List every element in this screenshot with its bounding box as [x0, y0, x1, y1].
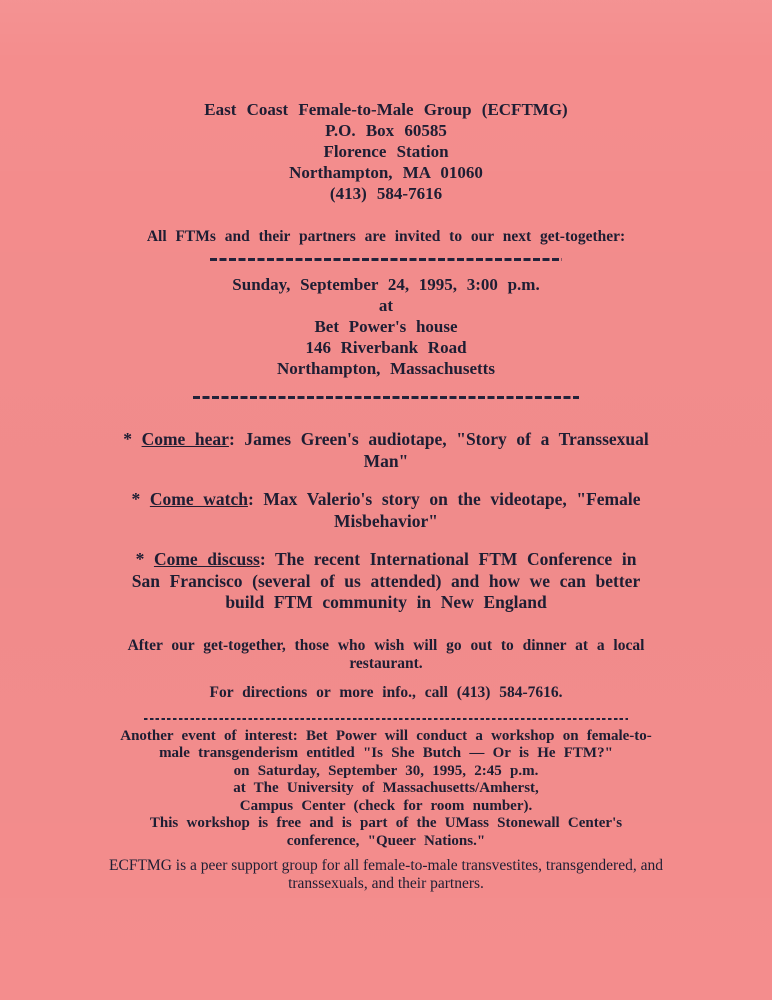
meeting-datetime: Sunday, September 24, 1995, 3:00 p.m. [232, 275, 540, 294]
footer-description [76, 857, 696, 893]
dotted-divider-bottom [144, 718, 628, 720]
meeting-details [0, 274, 772, 379]
bullet-asterisk: * [131, 489, 150, 509]
invitation-line: All FTMs and their partners are invited to our next get-together: [146, 228, 626, 245]
agenda-item-line: Man" [363, 450, 409, 471]
workshop-room-note: Campus Center (check for room number). [239, 797, 533, 814]
agenda-item-come-discuss [94, 549, 678, 614]
agenda-item-line: Misbehavior" [333, 510, 439, 531]
city-state-zip-line: Northampton, MA 01060 [289, 163, 483, 182]
bullet-asterisk: * [123, 429, 142, 449]
meeting-city-state: Northampton, Massachusetts [277, 359, 495, 378]
come-hear-text: : James Green's audiotape, "Story of a Transsexual [228, 429, 649, 449]
org-name: East Coast Female-to-Male Group (ECFTMG) [204, 100, 568, 119]
meeting-location-name: Bet Power's house [314, 317, 458, 336]
dashed-divider-middle [193, 396, 579, 399]
workshop-line: male transgenderism entitled "Is She Butch — Or is He FTM?" [159, 745, 613, 761]
meeting-street-address: 146 Riverbank Road [305, 338, 467, 357]
workshop-conference-name: conference, "Queer Nations." [286, 832, 486, 849]
agenda-item-line: build FTM community in New England [225, 592, 547, 612]
bullet-asterisk: * [135, 549, 154, 569]
footer-line: ECFTMG is a peer support group for all female-to-male transvestites, transgendered, and [109, 857, 663, 874]
dashed-divider-top [210, 258, 562, 261]
agenda-item-come-hear [94, 429, 678, 472]
workshop-line: This workshop is free and is part of the UMass Stonewall Center's [149, 815, 623, 831]
come-watch-label: Come watch [149, 489, 248, 509]
agenda-item-come-watch [94, 489, 678, 532]
come-discuss-text: : The recent International FTM Conference in [259, 549, 637, 569]
letterhead [0, 0, 772, 204]
agenda-item-line [94, 489, 678, 511]
po-box-line: P.O. Box 60585 [325, 121, 447, 140]
meeting-at: at [378, 296, 394, 315]
agenda-item-line: San Francisco (several of us attended) and how we can better [131, 570, 641, 591]
dinner-note-line: restaurant. [349, 655, 423, 672]
station-line: Florence Station [323, 142, 449, 161]
phone-line: (413) 584-7616 [329, 184, 443, 203]
directions-note: For directions or more info., call (413) 584-7616. [209, 683, 563, 701]
dinner-note [86, 637, 686, 674]
workshop-datetime: on Saturday, September 30, 1995, 2:45 p.m. [233, 762, 539, 779]
agenda-list [94, 429, 678, 614]
workshop-location: at The University of Massachusetts/Amherst, [233, 780, 539, 796]
workshop-announcement [66, 728, 706, 851]
come-discuss-label: Come discuss [153, 549, 260, 569]
dinner-note-line: After our get-together, those who wish will go out to dinner at a local [127, 636, 645, 654]
workshop-line: Another event of interest: Bet Power will conduct a workshop on female-to- [120, 727, 652, 744]
agenda-item-line [94, 429, 678, 451]
agenda-item-line [94, 549, 678, 571]
footer-line: transsexuals, and their partners. [288, 875, 484, 892]
come-hear-label: Come hear [141, 429, 229, 449]
come-watch-text: : Max Valerio's story on the videotape, "Female [247, 489, 641, 509]
